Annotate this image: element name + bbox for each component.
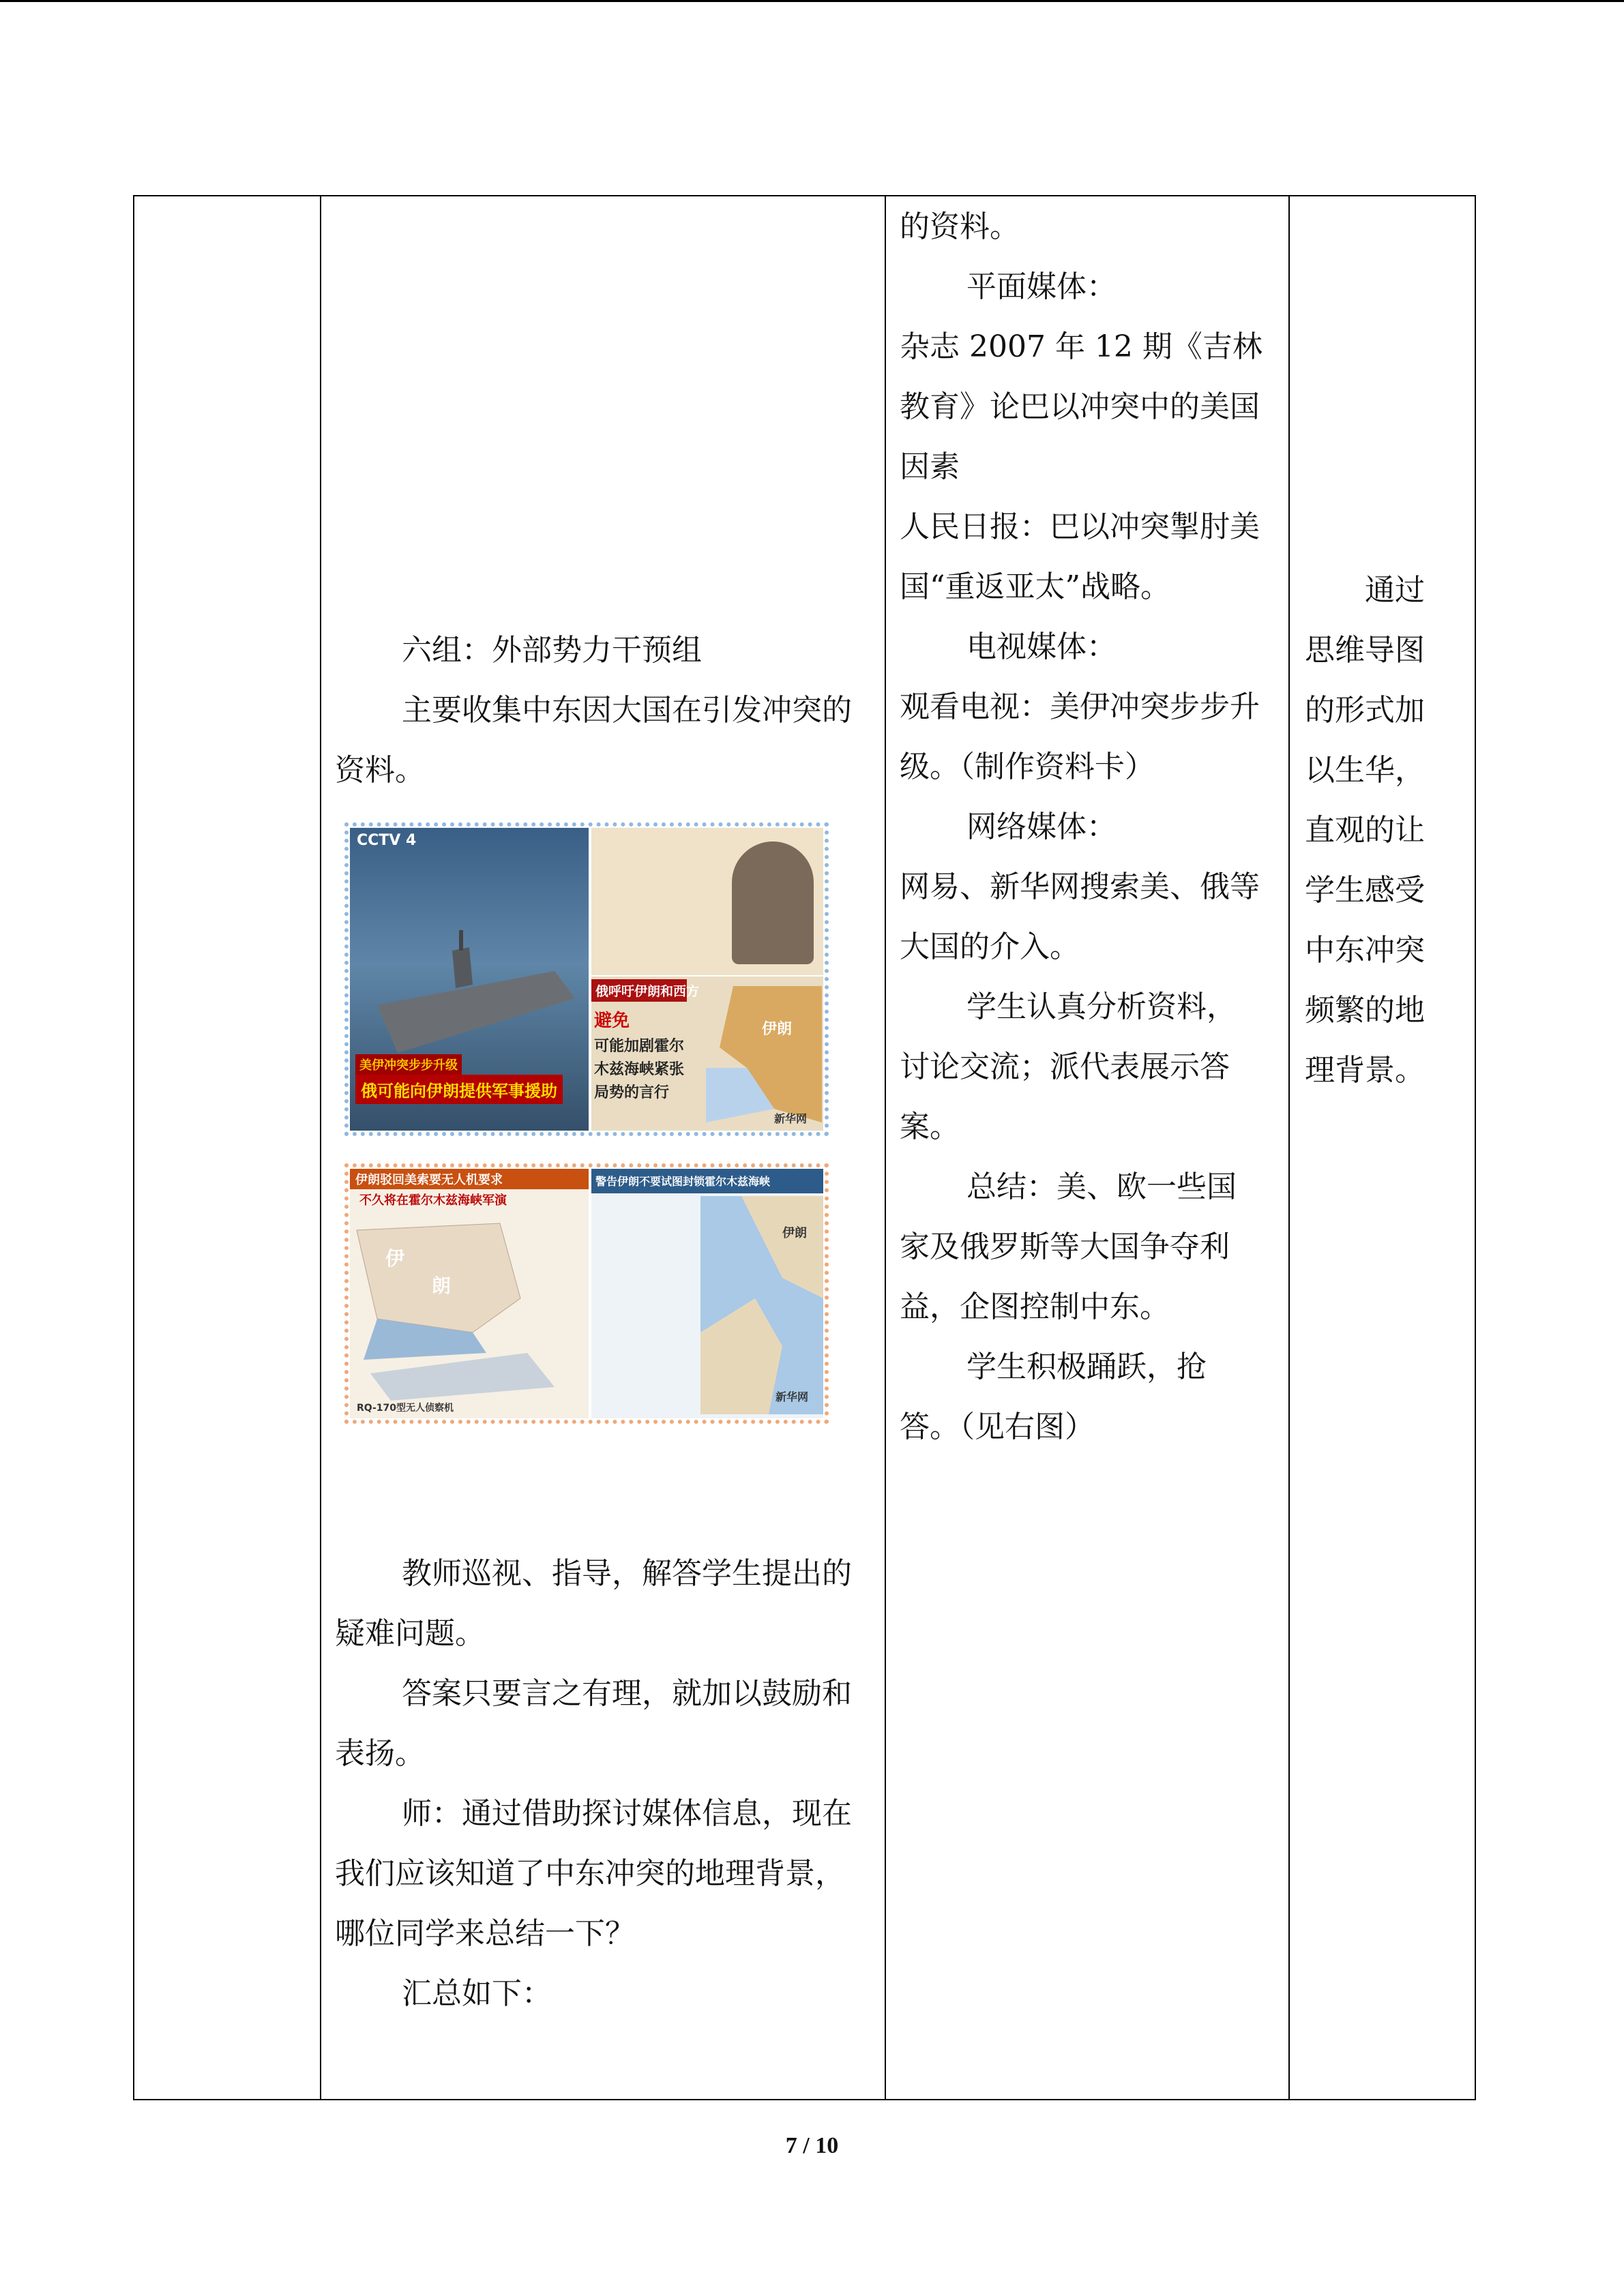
news-collage-2 — [344, 1163, 829, 1424]
student-para: 网络媒体： — [966, 809, 1117, 844]
student-para: 网易、新华网搜索美、俄等大国的介入。 — [900, 869, 1260, 964]
news-headline: 俄可能向伊朗提供军事援助 — [355, 1075, 563, 1104]
statement-title: 俄呼吁伊朗和西方 — [591, 979, 687, 1002]
student-para: 学生认真分析资料，讨论交流；派代表展示答案。 — [900, 989, 1237, 1144]
teacher-activity-cell — [335, 196, 857, 2024]
blank-space — [335, 1424, 857, 1544]
student-para: 的资料。 — [900, 209, 1020, 244]
group-six-desc: 主要收集中东因大国在引发冲突的资料。 — [335, 693, 852, 788]
design-intent-cell — [1305, 196, 1437, 1101]
map-label: 伊朗 — [762, 1021, 793, 1038]
country-label: 朗 — [432, 1274, 452, 1297]
page-number: 7 / 10 — [785, 2133, 839, 2158]
map-label: 伊朗 — [782, 1226, 807, 1240]
drone-caption: RQ-170型无人侦察机 — [357, 1403, 454, 1414]
group-six-title: 六组：外部势力干预组 — [402, 633, 702, 668]
panel-title: 警告伊朗不要试图封锁霍尔木兹海峡 — [591, 1169, 823, 1193]
panel-subtitle: 不久将在霍尔木兹海峡军演 — [359, 1193, 507, 1208]
iran-map-panel — [350, 1169, 589, 1418]
design-intent-text: 通过思维导图的形式加以生华，直观的让学生感受中东冲突频繁的地理背景。 — [1305, 573, 1425, 1088]
teacher-para: 汇总如下： — [402, 1976, 552, 2011]
student-para: 杂志 2007 年 12 期《吉林教育》论巴以冲突中的美国因素 — [900, 329, 1263, 484]
teacher-para: 教师巡视、指导，解答学生提出的疑难问题。 — [335, 1556, 852, 1651]
tv-logo: CCTV 4 — [357, 832, 417, 849]
student-para: 人民日报：巴以冲突掣肘美国“重返亚太”战略。 — [900, 509, 1260, 604]
statement-text: 可能加剧霍尔木兹海峡紧张局势的言行 — [594, 1038, 685, 1101]
map-illustration — [706, 986, 822, 1122]
student-para: 平面媒体： — [966, 269, 1117, 304]
panel-title: 伊朗驳回美索要无人机要求 — [350, 1169, 589, 1189]
news-logo: 新华网 — [774, 1112, 808, 1125]
lesson-plan-table — [133, 195, 1476, 2100]
teacher-para: 答案只要言之有理，就加以鼓励和表扬。 — [335, 1676, 852, 1771]
column-divider — [885, 196, 886, 2099]
news-caption: 美伊冲突步步升级 — [355, 1054, 462, 1075]
country-label: 伊 — [385, 1247, 405, 1270]
news-logo: 新华网 — [776, 1390, 809, 1403]
student-activity-cell — [900, 196, 1265, 1457]
blank-space — [335, 196, 857, 621]
column-divider — [320, 196, 321, 2099]
official-photo-panel — [591, 828, 823, 975]
news-collage-1 — [344, 822, 829, 1136]
student-para: 电视媒体： — [966, 629, 1117, 664]
student-para: 学生积极踊跃，抢答。（见右图） — [900, 1350, 1207, 1444]
blank-space — [1305, 196, 1437, 561]
portrait-icon — [732, 841, 814, 964]
page-top-rule — [0, 0, 1624, 2]
statement-emphasis: 避免 — [594, 1011, 630, 1031]
column-divider — [1288, 196, 1290, 2099]
teacher-para: 师：通过借助探讨媒体信息，现在我们应该知道了中东冲突的地理背景，哪位同学来总结一下？ — [335, 1796, 852, 1951]
student-para: 观看电视：美伊冲突步步升级。（制作资料卡） — [900, 689, 1260, 784]
strait-map-panel — [591, 1169, 823, 1418]
statement-panel — [591, 976, 823, 1131]
student-para: 总结：美、欧一些国家及俄罗斯等大国争夺利益，企图控制中东。 — [900, 1169, 1237, 1324]
aircraft-carrier-photo — [350, 828, 589, 1131]
